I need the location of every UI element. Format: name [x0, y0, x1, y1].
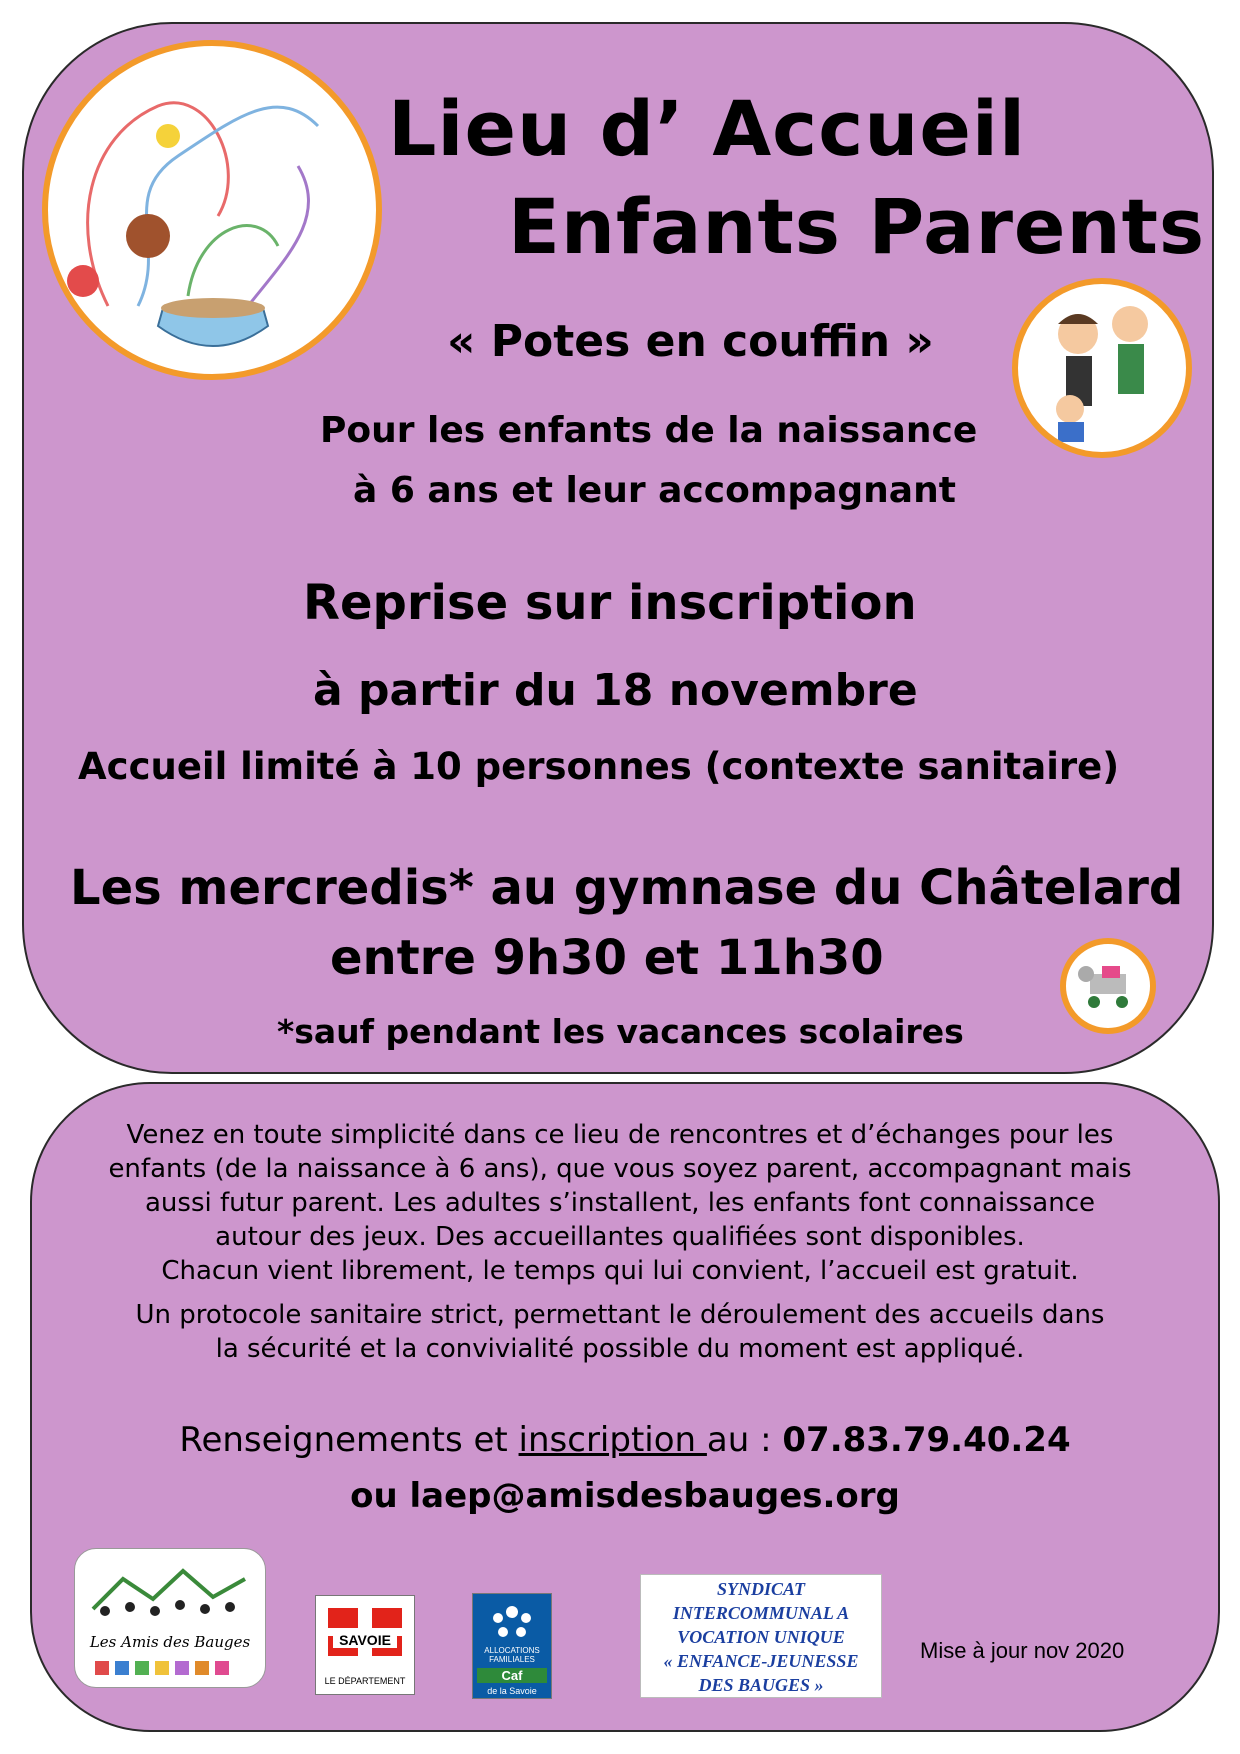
description-paragraph [50, 1118, 1190, 1288]
syndicat-line: INTERCOMMUNAL A [672, 1603, 850, 1623]
schedule-exception: *sauf pendant les vacances scolaires [277, 1012, 964, 1051]
protocol-line: Un protocole sanitaire strict, permettant le déroulement des accueils dans [135, 1300, 1105, 1330]
email-address[interactable]: ou laep@amisdesbauges.org [350, 1476, 900, 1516]
audience-line-2: à 6 ans et leur accompagnant [353, 470, 956, 511]
caf-logo-mid: Caf [477, 1668, 547, 1683]
savoie-logo-top: SAVOIE [333, 1632, 397, 1648]
contact-prefix: Renseignements et [179, 1420, 519, 1460]
description-line: Venez en toute simplicité dans ce lieu de rencontres et d’échanges pour les [126, 1120, 1114, 1150]
description-line: aussi futur parent. Les adultes s’installent, les enfants font connaissance [145, 1188, 1095, 1218]
caf-logo-bottom: de la Savoie [487, 1686, 537, 1696]
contact-line [30, 1420, 1220, 1460]
toy-horse-illustration [1060, 938, 1156, 1034]
title-line-1: Lieu d’ Accueil [388, 84, 1026, 173]
reprise-heading: Reprise sur inscription [303, 575, 917, 631]
contact-middle: au : [706, 1420, 783, 1460]
teapot-illustration [42, 40, 382, 380]
schedule-line-1: Les mercredis* au gymnase du Châtelard [70, 860, 1184, 916]
subtitle: « Potes en couffin » [447, 316, 934, 367]
amis-des-bauges-logo [74, 1548, 266, 1688]
email-line [30, 1476, 1220, 1516]
syndicat-line: DES BAUGES » [698, 1675, 824, 1695]
syndicat-line: SYNDICAT [716, 1579, 806, 1599]
protocol-line: la sécurité et la convivialité possible du moment est appliqué. [215, 1334, 1025, 1364]
syndicat-logo [640, 1574, 882, 1698]
family-illustration [1012, 278, 1192, 458]
syndicat-line: « ENFANCE-JEUNESSE [663, 1651, 859, 1671]
phone-number[interactable]: 07.83.79.40.24 [782, 1420, 1071, 1460]
schedule-line-2: entre 9h30 et 11h30 [330, 930, 884, 986]
caf-logo [472, 1593, 552, 1699]
audience-line-1: Pour les enfants de la naissance [320, 410, 978, 451]
start-date: à partir du 18 novembre [313, 665, 918, 716]
savoie-logo [315, 1595, 415, 1695]
amis-logo-text: Les Amis des Bauges [89, 1633, 251, 1651]
description-line: autour des jeux. Des accueillantes qualifiées sont disponibles. [215, 1222, 1025, 1252]
description-line: enfants (de la naissance à 6 ans), que vous soyez parent, accompagnant mais [108, 1154, 1132, 1184]
syndicat-line: VOCATION UNIQUE [677, 1627, 845, 1647]
description-line: Chacun vient librement, le temps qui lui convient, l’accueil est gratuit. [161, 1256, 1079, 1286]
capacity-limit: Accueil limité à 10 personnes (contexte sanitaire) [78, 745, 1120, 788]
protocol-paragraph [50, 1298, 1190, 1366]
title-line-2: Enfants Parents [508, 182, 1206, 271]
savoie-logo-bottom: LE DÉPARTEMENT [324, 1676, 406, 1686]
contact-inscription: inscription [518, 1420, 707, 1460]
caf-logo-top: ALLOCATIONS FAMILIALES [484, 1646, 540, 1664]
update-note: Mise à jour nov 2020 [920, 1638, 1125, 1663]
